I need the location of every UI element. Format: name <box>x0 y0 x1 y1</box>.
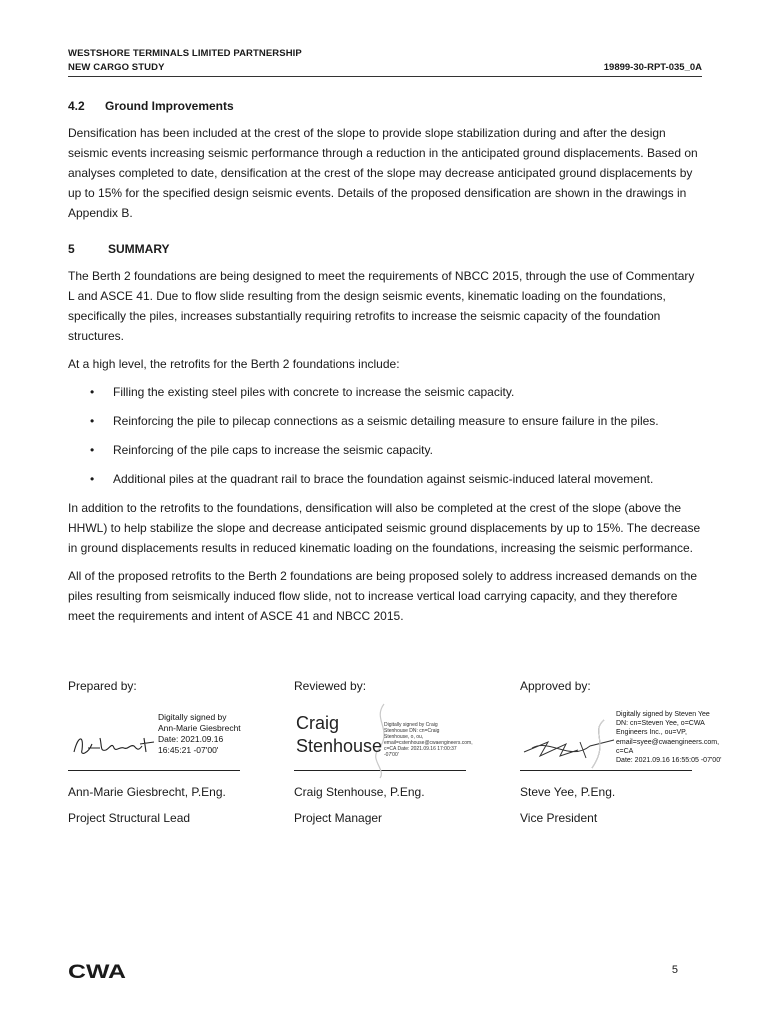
digital-signature-line: email=syee@cwaengineers.com, <box>616 738 720 746</box>
ground-improvements-paragraph: Densification has been included at the crest of the slope to provide slope stabilization during and after the design seismic events increasing seismic performance through a reduction in the anticipated ground displacements. Based on analyses completed to date, densification at the crest of the slope may decrease anticipated ground displacements by up to 15% for the specified design seismic events. Details of the proposed densification are shown in the drawings in Appendix B. <box>68 126 698 220</box>
digital-signature-text: Digitally signed by Craig Stenhouse DN: cn=Craig Stenhouse, o, ou, email=cstenhouse@cwaengineers.com, c=CA Date: 2021.09.16 17:00:37 -07'00' <box>384 722 473 758</box>
list-item <box>68 469 702 489</box>
prepared-by-block <box>68 678 268 825</box>
digital-signature-text <box>616 710 726 765</box>
bullet-icon: • <box>90 414 95 428</box>
cwa-logo-icon <box>68 962 128 980</box>
signer-large-name-line: Stenhouse <box>296 736 383 756</box>
handwritten-signature <box>520 712 620 772</box>
signature-line <box>68 770 240 771</box>
retrofit-list <box>68 382 702 489</box>
signer-name: Ann-Marie Giesbrecht, P.Eng. <box>68 785 226 799</box>
signer-title: Project Structural Lead <box>68 811 191 825</box>
page-number: 5 <box>671 964 678 976</box>
approved-by-block <box>520 678 720 825</box>
digital-signature-line: c=CA <box>616 747 634 755</box>
digital-signature-line: Date: 2021.09.16 <box>158 734 224 744</box>
header-left <box>68 47 302 75</box>
list-item <box>68 382 702 402</box>
signer-title: Vice President <box>520 811 598 825</box>
list-item-text: Reinforcing the pile to pilecap connections as a seismic detailing measure to ensure failure in the piles. <box>113 414 659 428</box>
digital-signature-line: Date: 2021.09.16 16:55:05 -07'00' <box>616 757 722 765</box>
signature-area <box>68 712 268 770</box>
section-number: 4.2 <box>68 99 85 113</box>
header-divider <box>68 76 702 77</box>
list-item-text: Filling the existing steel piles with concrete to increase the seismic capacity. <box>113 385 515 399</box>
header-study: NEW CARGO STUDY <box>68 62 165 73</box>
header-doc-number: 19899-30-RPT-035_0A <box>603 62 702 73</box>
signer-large-name <box>296 712 382 758</box>
approved-by-label: Approved by: <box>520 679 591 693</box>
digital-signature-line: Digitally signed by <box>158 712 227 722</box>
prepared-by-label: Prepared by: <box>68 679 137 693</box>
section-4-2-heading <box>68 96 702 116</box>
digital-signature-line: 16:45:21 -07'00' <box>158 745 219 755</box>
digital-signature-line: Digitally signed by Steven Yee <box>616 711 710 718</box>
cwa-logo <box>68 962 128 985</box>
digital-signature-line: Engineers Inc., ou=VP, <box>616 729 687 737</box>
reviewed-by-label: Reviewed by: <box>294 679 367 693</box>
summary-paragraph-2: At a high level, the retrofits for the Berth 2 foundations include: <box>68 357 400 371</box>
signer-name: Steve Yee, P.Eng. <box>520 785 616 799</box>
logo-text: CWA <box>68 962 127 980</box>
digital-signature-line: Ann-Marie Giesbrecht <box>158 723 241 733</box>
reviewed-by-block <box>294 678 494 825</box>
handwritten-signature <box>70 724 156 764</box>
section-number: 5 <box>68 242 75 256</box>
signature-area <box>294 712 494 770</box>
list-item <box>68 411 702 431</box>
list-item-text: Reinforcing of the pile caps to increase the seismic capacity. <box>113 443 433 457</box>
section-title: Ground Improvements <box>105 99 234 113</box>
bullet-icon: • <box>90 385 95 399</box>
header-company: WESTSHORE TERMINALS LIMITED PARTNERSHIP <box>68 48 302 59</box>
bullet-icon: • <box>90 472 95 486</box>
signature-area <box>520 712 720 770</box>
section-title: SUMMARY <box>108 242 170 256</box>
signer-large-name-line: Craig <box>296 713 340 733</box>
summary-paragraph-4: All of the proposed retrofits to the Berth 2 foundations are being proposed solely to address increased demands on the piles resulting from seismically induced flow slide, not to increase vertical load carrying capacity, and they therefore meet the requirements and intent of ASCE 41 and NBCC 2015. <box>68 569 698 623</box>
list-item-text: Additional piles at the quadrant rail to brace the foundation against seismic-induced lateral movement. <box>113 472 654 486</box>
section-5-heading <box>68 239 702 259</box>
digital-signature-text <box>158 712 241 756</box>
summary-paragraph-3: In addition to the retrofits to the foundations, densification will also be completed at the crest of the slope (above the HHWL) to help stabilize the slope and decrease anticipated seismic ground displacements by up to 15%. The decrease in ground displacements results in reduced kinematic loading on the foundations, increasing the seismic performance. <box>68 501 701 555</box>
main-content <box>68 96 702 634</box>
bullet-icon: • <box>90 443 95 457</box>
digital-signature-line: DN: cn=Steven Yee, o=CWA <box>616 720 705 728</box>
signer-title: Project Manager <box>294 811 383 825</box>
signer-name: Craig Stenhouse, P.Eng. <box>294 785 425 799</box>
summary-paragraph-1: The Berth 2 foundations are being designed to meet the requirements of NBCC 2015, through the use of Commentary L and ASCE 41. Due to flow slide resulting from the design seismic events, kinematic loading on the foundations, specifically the piles, increases substantially requiring retrofits to increase the seismic capacity of the foundation structures. <box>68 269 695 343</box>
list-item <box>68 440 702 460</box>
